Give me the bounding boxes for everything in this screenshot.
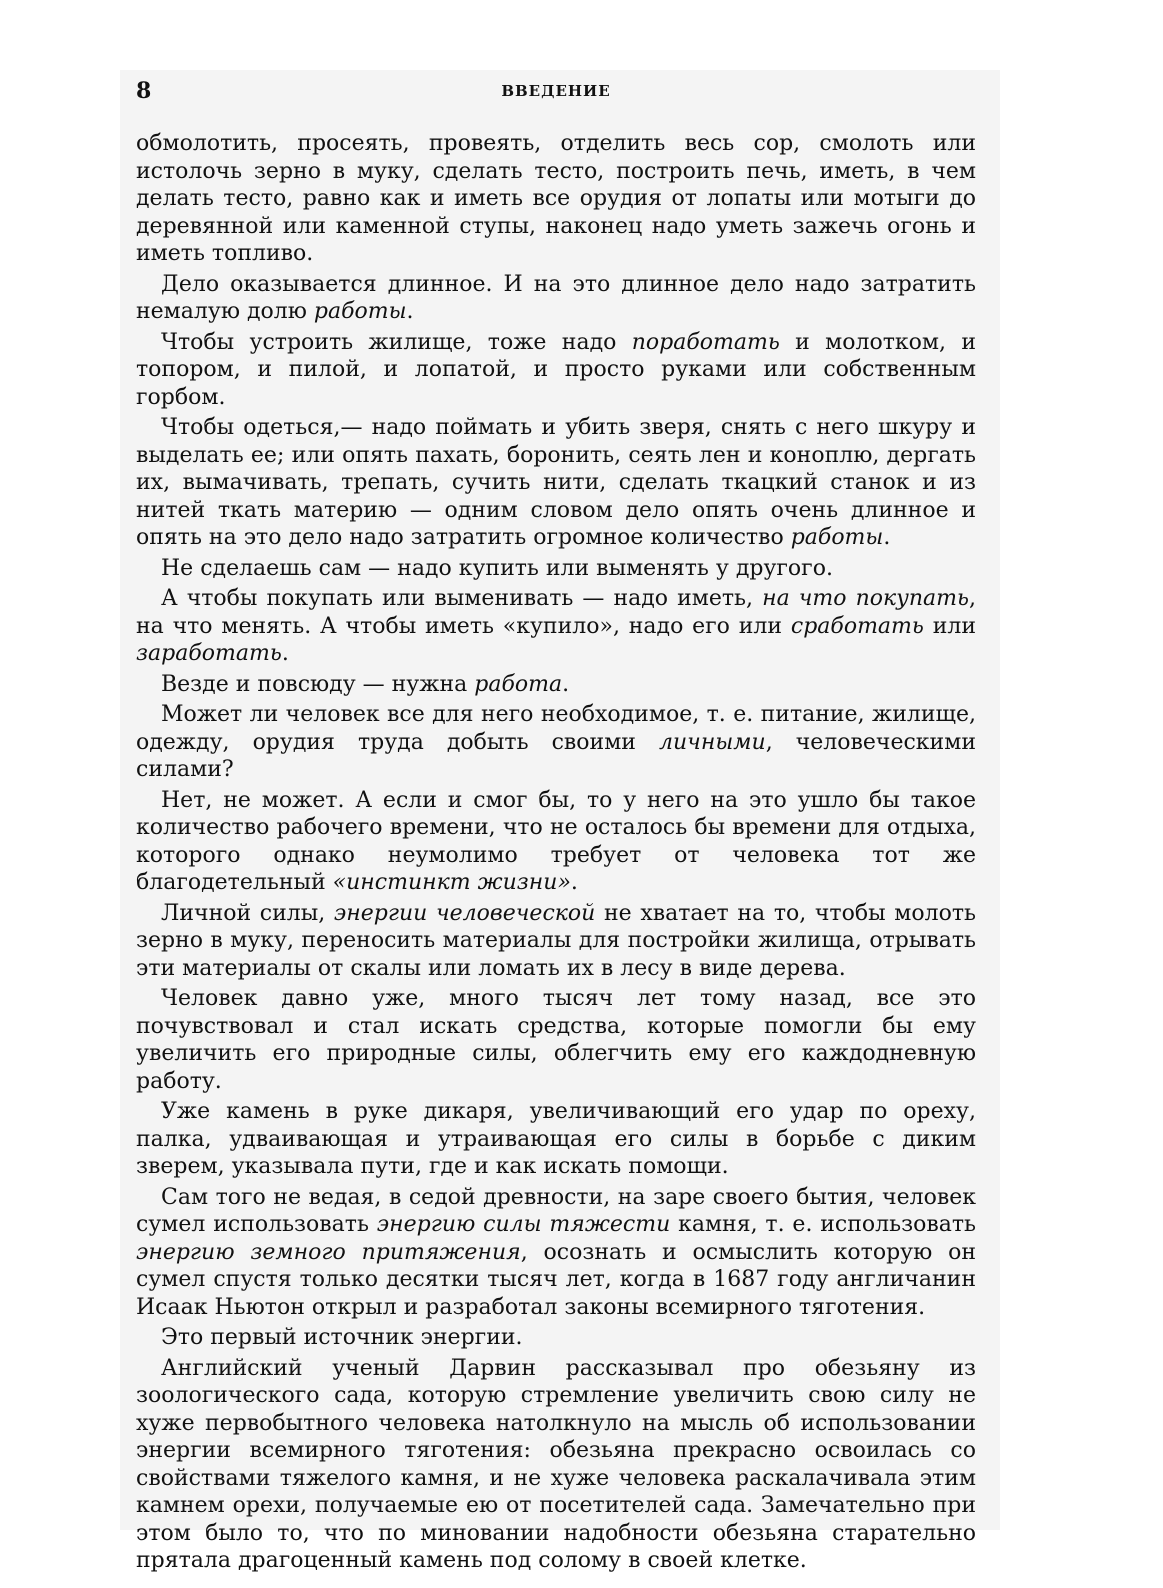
italic-text: энергию силы тяжести <box>376 1212 671 1237</box>
text-segment: Человек давно уже, много тысяч лет тому назад, все это почувствовал и стал искать средства, которые помогли бы ему увеличить его природные силы, облегчить ему его каждодневную работу. <box>136 986 976 1094</box>
text-segment: Дело оказывается длинное. И на это длинное дело надо затратить немалую долю <box>136 271 976 324</box>
text-segment: А чтобы покупать или выменивать — надо иметь, <box>161 586 763 611</box>
paragraph <box>136 130 976 268</box>
paragraph <box>136 414 976 552</box>
italic-text: поработать <box>631 329 780 355</box>
text-segment: и молотком, и топором, и пилой, и лопатой, и просто руками или собственным горбом. <box>136 329 977 410</box>
text-segment: Чтобы одеться,— надо поймать и убить зверя, снять с него шкуру и выделать ее; или опять пахать, боронить, сеять лен и коноплю, дергать их, вымачивать, трепать, сучить нити, сделать ткацкий станок и из нитей ткать материю — одним словом дело опять очень длинное и опять на это дело надо затратить огромное количество <box>136 415 976 550</box>
running-head <box>136 78 976 114</box>
text-segment: Может ли человек все для него необходимое, т. е. питание, жилище, одежду, орудия труда добыть своими <box>136 702 976 755</box>
text-segment: Это первый источник энергии. <box>161 1325 523 1350</box>
body-text <box>136 130 976 1575</box>
paragraph <box>136 671 976 699</box>
text-segment: Английский ученый Дарвин рассказывал про обезьяну из зоологического сада, которую стремление увеличить свою силу не хуже первобытного человека натолкнуло на мысль об использовании энергии всемирного тяготения: обезьяна прекрасно освоилась со свойствами тяжелого камня, и не хуже человека раскалачивала этим камнем орехи, получаемые ею от посетителей сада. Замечательно при этом было то, что по миновании надобности обезьяна старательно прятала драгоценный камень под солому в своей клетке. <box>136 1355 976 1573</box>
text-segment: обмолотить, просеять, провеять, отделить весь сор, смолоть или истолочь зерно в муку, сделать тесто, построить печь, иметь, в чем делать тесто, равно как и иметь все орудия от лопаты или мотыги до деревянной или каменной ступы, наконец надо уметь зажечь огонь и иметь топливо. <box>136 131 976 266</box>
paragraph <box>136 985 976 1095</box>
text-segment: камня, т. е. использовать <box>670 1212 977 1237</box>
page-number: 8 <box>136 78 152 104</box>
paragraph <box>136 329 976 412</box>
page <box>136 78 976 1578</box>
paragraph <box>136 701 976 784</box>
italic-text: энергии человеческой <box>333 900 596 926</box>
italic-text: личными <box>659 729 766 755</box>
text-segment: Личной силы, <box>161 900 334 926</box>
italic-text: заработать <box>136 641 282 666</box>
text-segment: Нет, не может. А если и смог бы, то у него на это ушло бы такое количество рабочего времени, что не осталось бы времени для отдыха, которого однако неумолимо требует от человека тот же благодетельный <box>136 787 976 895</box>
paragraph <box>136 1184 976 1322</box>
text-segment: , на что менять. А чтобы иметь «купило», надо его или <box>136 586 977 639</box>
paragraph <box>136 787 976 897</box>
text-segment: , осознать и осмыслить которую он сумел спустя только десятки тысяч лет, когда в 1687 году англичанин Исаак Ньютон открыл и разработал законы всемирного тяготения. <box>136 1239 976 1320</box>
paragraph <box>136 555 976 583</box>
italic-text: работы <box>313 299 407 324</box>
section-title: ВВЕДЕНИЕ <box>501 82 611 100</box>
text-segment: Не сделаешь сам — надо купить или выменять у другого. <box>161 555 833 581</box>
paragraph <box>136 1355 976 1575</box>
text-segment: Везде и повсюду — нужна <box>161 671 475 697</box>
text-segment: Сам того не ведая, в седой древности, на заре своего бытия, человек сумел использовать <box>136 1184 976 1237</box>
text-segment: Чтобы устроить жилище, тоже надо <box>161 329 632 355</box>
text-segment: . <box>406 299 414 324</box>
text-segment: Уже камень в руке дикаря, увеличивающий его удар по ореху, палка, удваивающая и утраивающая его силы в борьбе с диким зверем, указывала пути, где и как искать помощи. <box>136 1099 976 1179</box>
paragraph <box>136 271 976 326</box>
text-segment: , человеческими силами? <box>136 729 976 782</box>
text-segment: . <box>281 641 289 666</box>
italic-text: «инстинкт жизни» <box>332 870 571 895</box>
paragraph <box>136 585 976 668</box>
paragraph <box>136 900 976 983</box>
paragraph <box>136 1324 976 1352</box>
italic-text: сработать <box>790 613 924 639</box>
text-segment: . <box>562 671 570 697</box>
text-segment: не хватает на то, чтобы молоть зерно в муку, переносить материалы для постройки жилища, отрывать эти материалы от скалы или ломать их в лесу в виде дерева. <box>136 900 976 981</box>
italic-text: энергию земного притяжения <box>136 1239 521 1265</box>
italic-text: работа <box>474 671 563 697</box>
text-segment: или <box>923 613 977 639</box>
text-segment: . <box>570 870 578 895</box>
paragraph <box>136 1098 976 1181</box>
text-segment: . <box>883 525 891 550</box>
italic-text: работы <box>790 525 884 550</box>
italic-text: на что покупать <box>762 586 970 611</box>
